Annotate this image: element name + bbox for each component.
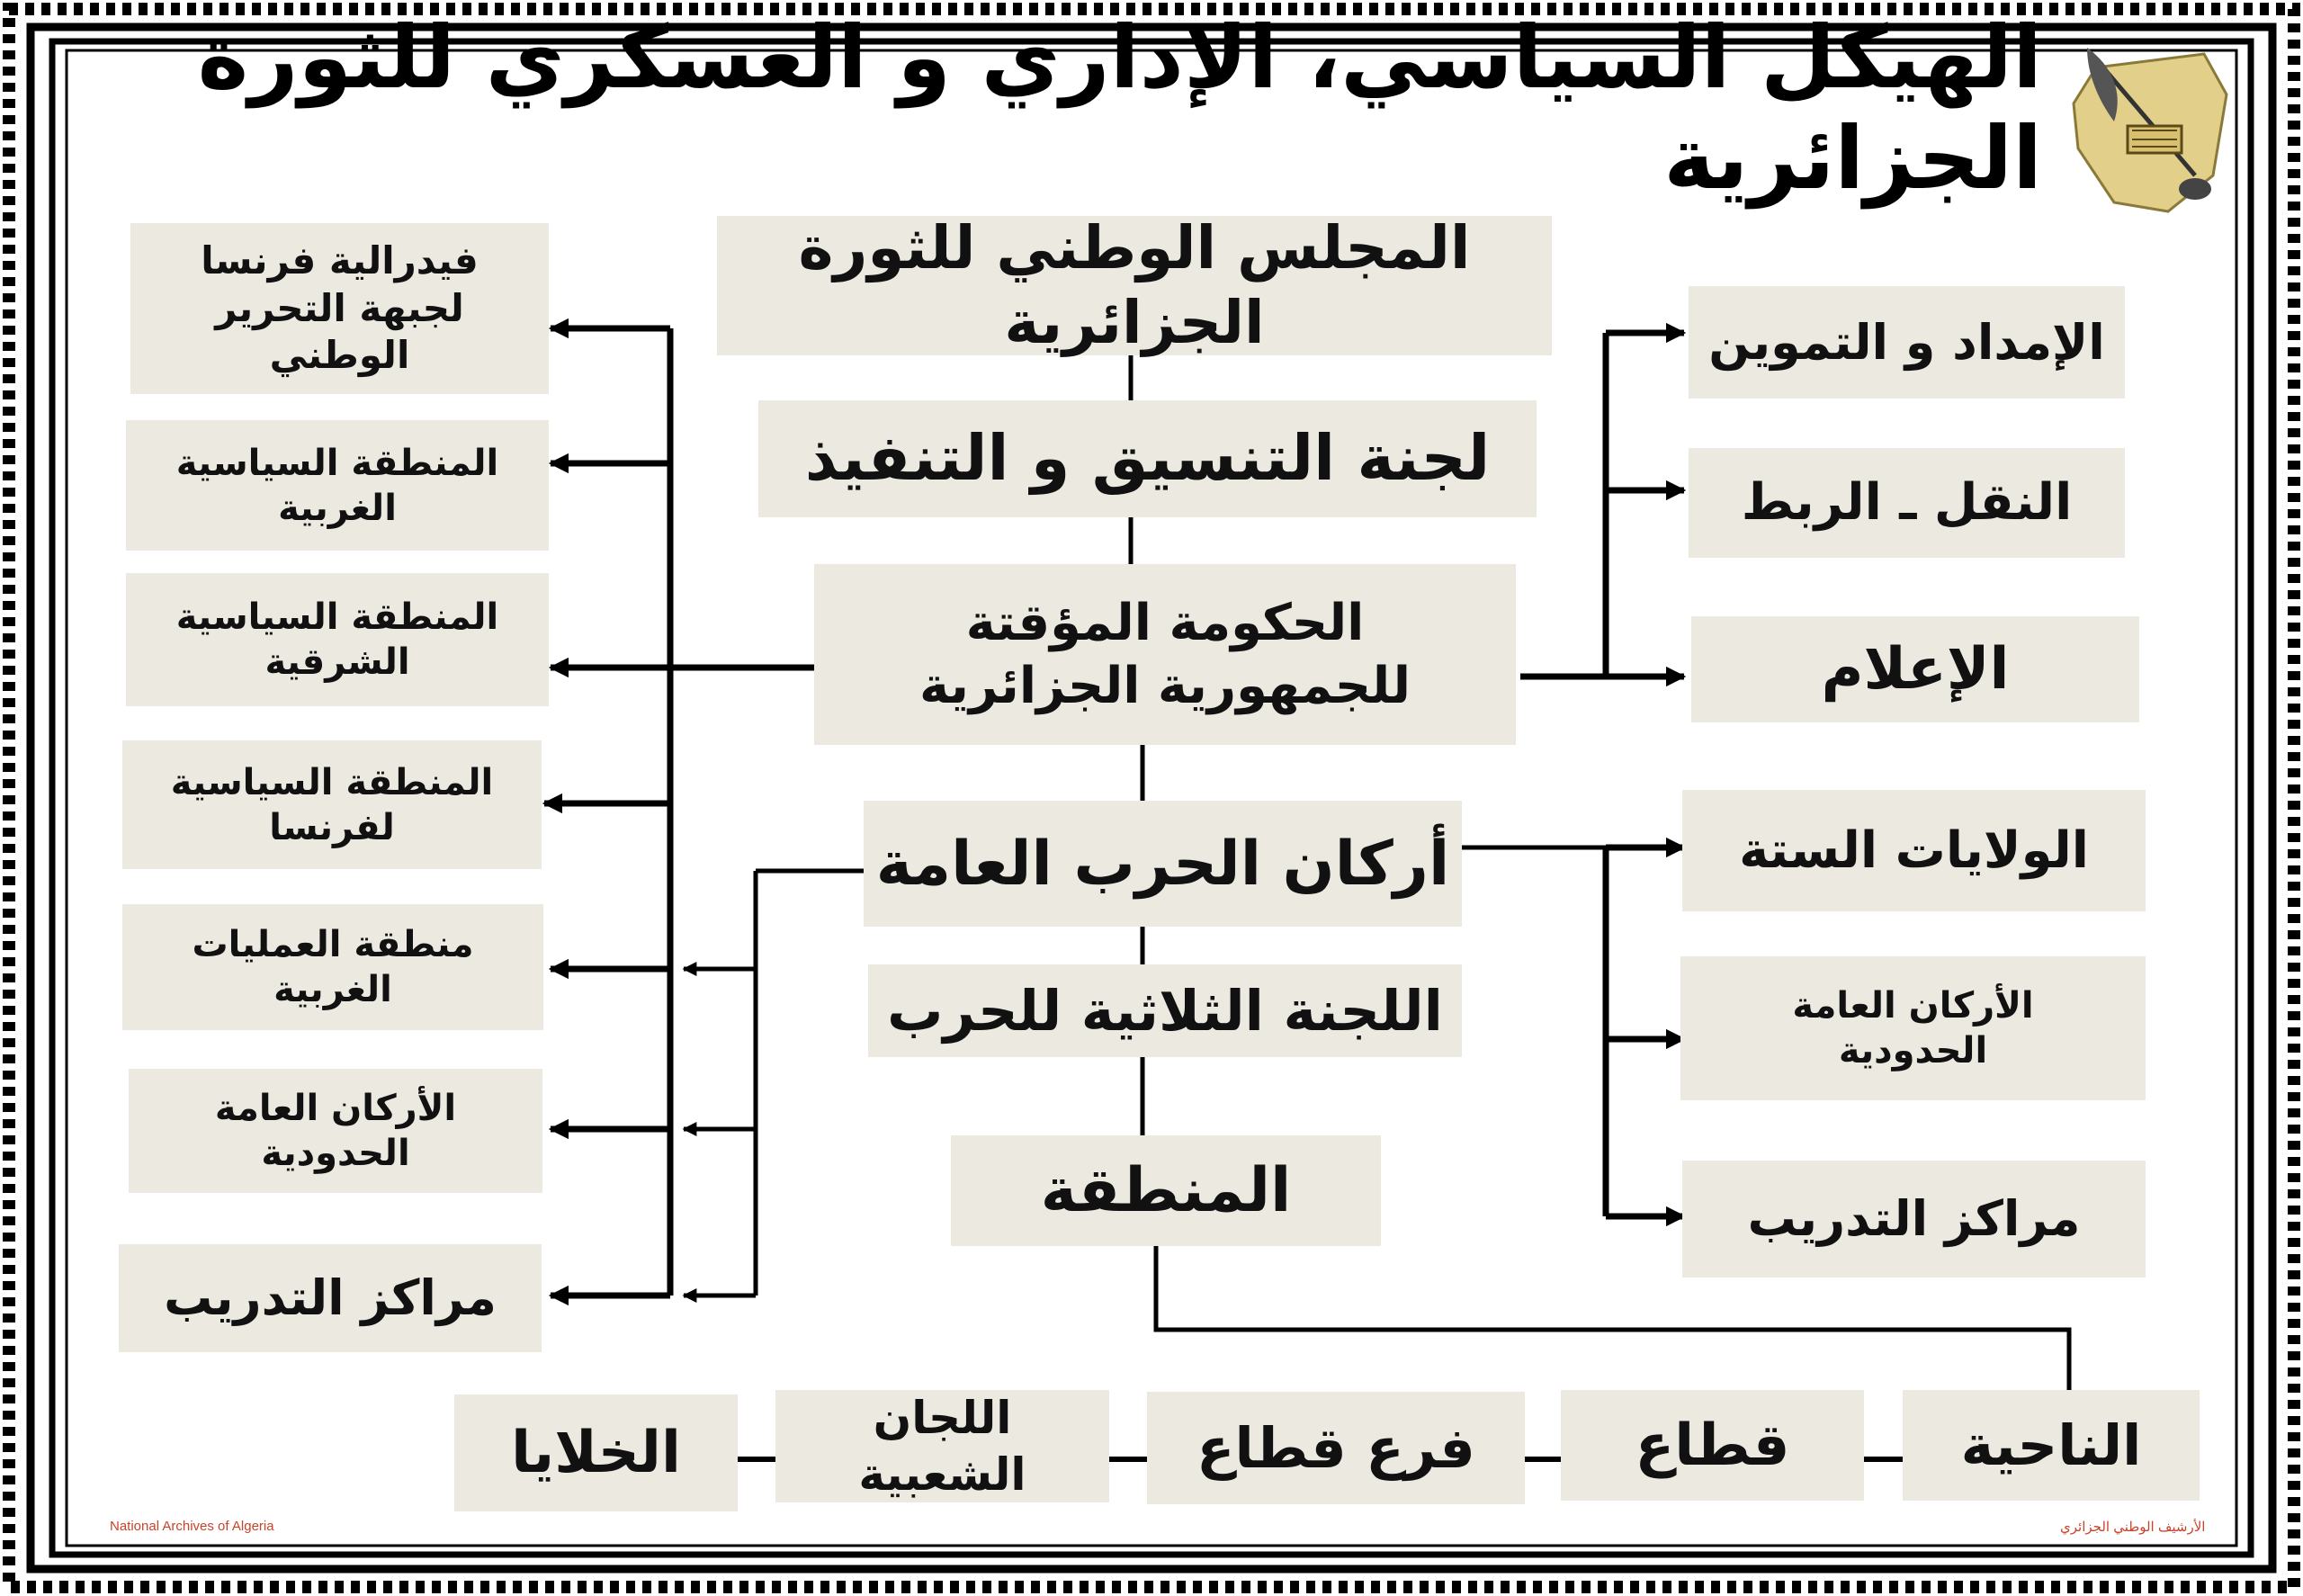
- box-far-qitaa: [1147, 1392, 1525, 1504]
- box-west-political-line1: المنطقة السياسية: [175, 442, 499, 484]
- box-transport-label: النقل ـ الربط: [1741, 473, 2073, 532]
- box-emg-label: أركان الحرب العامة: [875, 828, 1450, 900]
- box-transport: [1689, 448, 2125, 558]
- box-west-operations: [122, 904, 543, 1030]
- box-gpra: [814, 564, 1516, 745]
- box-supply: [1689, 286, 2125, 399]
- box-france-political-line2: لفرنسا: [269, 806, 395, 848]
- box-left-border-staff-line2: الحدودية: [261, 1133, 410, 1174]
- box-left-border-staff-line1: الأركان العامة: [214, 1088, 457, 1129]
- box-media: [1691, 616, 2139, 722]
- box-lijan: [775, 1390, 1109, 1502]
- box-qitaa-label: قطاع: [1635, 1412, 1790, 1479]
- box-left-border-staff: [129, 1069, 542, 1193]
- box-nahia: [1903, 1390, 2200, 1501]
- box-nahia-label: الناحية: [1960, 1412, 2142, 1478]
- box-federation-line1: فيدرالية فرنسا: [201, 238, 479, 283]
- box-gpra-line2: للجمهورية الجزائرية: [919, 656, 1411, 715]
- box-cig-label: اللجنة الثلاثية للحرب: [887, 977, 1443, 1044]
- box-left-training-label: مراكز التدريب: [164, 1269, 497, 1327]
- box-cig: [868, 964, 1462, 1057]
- archive-emblem-icon: [2060, 40, 2240, 229]
- box-qitaa: [1561, 1390, 1864, 1501]
- page-title: الهيكل السياسي، الإداري و العسكري للثورة الجزائرية: [197, 7, 2042, 209]
- box-gpra-line1: الحكومة المؤقتة: [965, 593, 1365, 652]
- box-right-border-staff-line1: الأركان العامة: [1792, 985, 2034, 1027]
- box-wilaya: [951, 1135, 1381, 1246]
- box-cce: [758, 400, 1537, 517]
- box-east-political-line2: الشرقية: [264, 641, 410, 683]
- box-supply-label: الإمداد و التموين: [1708, 313, 2105, 371]
- box-federation: [130, 223, 549, 394]
- box-east-political-line1: المنطقة السياسية: [175, 596, 499, 638]
- box-right-border-staff-line2: الحدودية: [1838, 1030, 1988, 1071]
- box-left-training: [119, 1244, 542, 1352]
- box-west-political: [126, 420, 549, 551]
- box-west-operations-line1: منطقة العمليات: [192, 924, 474, 965]
- box-right-training: [1682, 1161, 2146, 1278]
- box-khalaya-label: الخلايا: [511, 1420, 681, 1486]
- box-right-border-staff: [1680, 956, 2146, 1100]
- footer-left-credit: National Archives of Algeria: [110, 1519, 274, 1534]
- box-six-wilayas-label: الولايات الستة: [1739, 820, 2089, 880]
- box-right-training-label: مراكز التدريب: [1747, 1190, 2081, 1248]
- box-six-wilayas: [1682, 790, 2146, 911]
- box-west-operations-line2: الغربية: [273, 969, 392, 1010]
- box-wilaya-label: المنطقة: [1040, 1155, 1292, 1226]
- footer-right-credit: الأرشيف الوطني الجزائري: [2060, 1520, 2206, 1535]
- box-france-political-line1: المنطقة السياسية: [170, 761, 494, 803]
- box-france-political: [122, 740, 542, 869]
- box-cnra: [717, 213, 1552, 357]
- box-far-qitaa-label: فرع قطاع: [1196, 1414, 1475, 1481]
- box-media-label: الإعلام: [1821, 636, 2010, 703]
- box-emg: [864, 801, 1462, 927]
- box-federation-line2: لجبهة التحرير الوطني: [215, 285, 464, 378]
- box-east-political: [126, 573, 549, 706]
- box-cnra-label: المجلس الوطني للثورة الجزائرية: [798, 213, 1471, 357]
- box-khalaya: [454, 1394, 738, 1511]
- box-cce-label: لجنة التنسيق و التنفيذ: [804, 421, 1491, 496]
- box-west-political-line2: الغربية: [278, 487, 397, 529]
- box-lijan-label: اللجان الشعبية: [858, 1392, 1026, 1501]
